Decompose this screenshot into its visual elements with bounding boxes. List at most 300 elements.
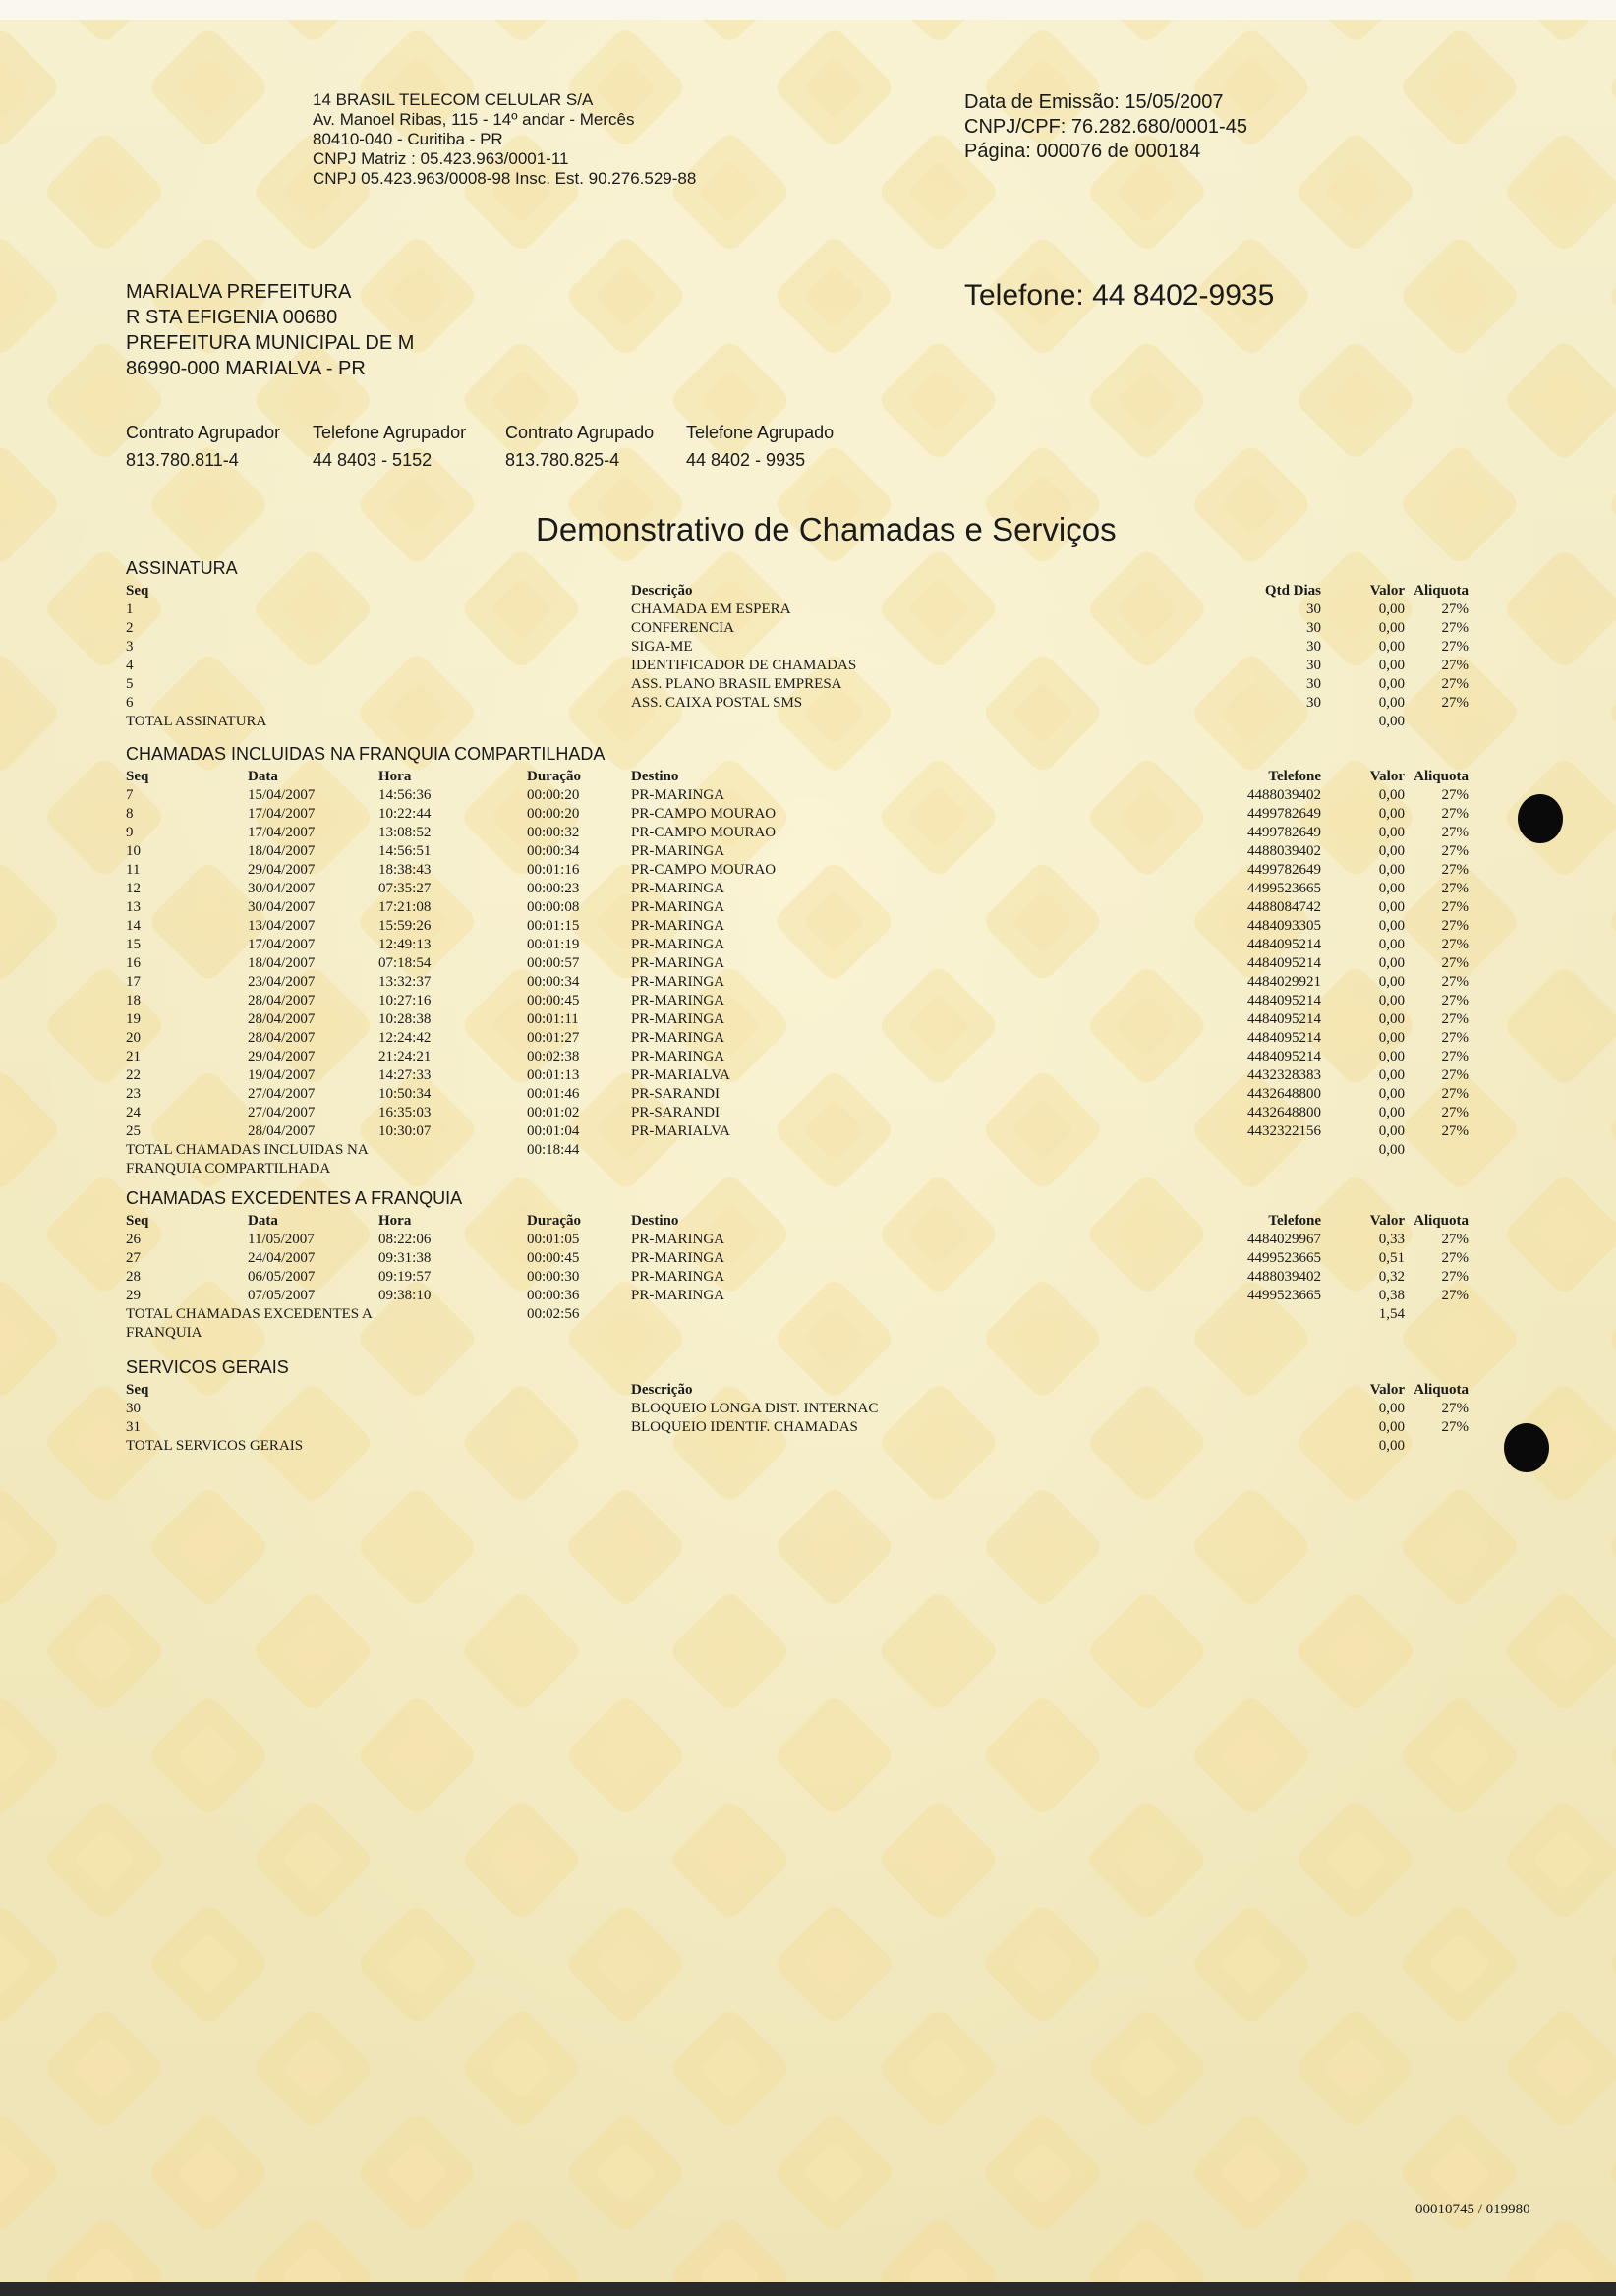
- cell-hora: 10:30:07: [378, 1123, 432, 1139]
- col-seq: Seq: [126, 1213, 149, 1229]
- cell-hora: 08:22:06: [378, 1232, 432, 1247]
- cell-valor: 0,38: [1378, 1288, 1405, 1303]
- cell-aliquota: 27%: [1441, 1011, 1469, 1027]
- cell-seq: 1: [126, 602, 134, 617]
- cell-aliquota: 27%: [1441, 1105, 1469, 1120]
- cell-valor: 0,00: [1378, 1123, 1405, 1139]
- cell-hora: 10:28:38: [378, 1011, 432, 1027]
- cell-valor: 0,00: [1378, 937, 1405, 952]
- col-seq: Seq: [126, 583, 149, 599]
- col-duracao: Duração: [527, 769, 581, 784]
- cell-data: 30/04/2007: [248, 881, 316, 896]
- cell-destino: PR-SARANDI: [631, 1086, 721, 1102]
- cell-valor: 0,00: [1378, 1011, 1405, 1027]
- cell-aliquota: 27%: [1441, 602, 1469, 617]
- cell-qtd: 30: [1306, 602, 1321, 617]
- col-descricao: Descrição: [631, 1382, 693, 1398]
- cell-seq: 26: [126, 1232, 141, 1247]
- cell-valor: 0,00: [1378, 695, 1405, 711]
- cell-hora: 12:24:42: [378, 1030, 432, 1046]
- cell-qtd: 30: [1306, 658, 1321, 673]
- cell-valor: 0,00: [1378, 639, 1405, 655]
- cell-aliquota: 27%: [1441, 658, 1469, 673]
- cell-qtd: 30: [1306, 639, 1321, 655]
- table-row: [126, 861, 1469, 880]
- cell-seq: 28: [126, 1269, 141, 1285]
- cell-data: 27/04/2007: [248, 1105, 316, 1120]
- cell-aliquota: 27%: [1441, 695, 1469, 711]
- cell-hora: 13:08:52: [378, 825, 432, 840]
- cell-aliquota: 27%: [1441, 899, 1469, 915]
- cell-seq: 23: [126, 1086, 141, 1102]
- cell-duracao: 00:02:38: [527, 1049, 580, 1064]
- cell-destino: PR-MARIALVA: [631, 1067, 730, 1083]
- table-row: [126, 1048, 1469, 1066]
- cell-telefone: 4499523665: [1247, 1288, 1321, 1303]
- cell-hora: 13:32:37: [378, 974, 432, 990]
- table-row: [126, 1231, 1469, 1249]
- cell-aliquota: 27%: [1441, 1067, 1469, 1083]
- cell-aliquota: 27%: [1441, 639, 1469, 655]
- cell-valor: 0,51: [1378, 1250, 1405, 1266]
- company-cnpj-matriz: CNPJ Matriz : 05.423.963/0001-11: [313, 149, 569, 168]
- client-block: [126, 279, 414, 381]
- cell-qtd: 30: [1306, 676, 1321, 692]
- cell-telefone: 4499523665: [1247, 1250, 1321, 1266]
- cell-seq: 27: [126, 1250, 141, 1266]
- table-row: [126, 917, 1469, 936]
- table-row: [126, 1400, 1469, 1418]
- contract-label: Telefone Agrupador: [313, 423, 467, 442]
- cell-descricao: ASS. PLANO BRASIL EMPRESA: [631, 676, 842, 692]
- contract-agrupado: [505, 419, 654, 474]
- cell-seq: 2: [126, 620, 134, 636]
- cell-destino: PR-MARIALVA: [631, 1123, 730, 1139]
- client-line3: PREFEITURA MUNICIPAL DE M: [126, 332, 415, 354]
- col-aliquota: Aliquota: [1414, 1213, 1469, 1229]
- cell-destino: PR-MARINGA: [631, 955, 725, 971]
- punch-hole-upper: [1518, 794, 1563, 843]
- cell-destino: PR-MARINGA: [631, 1269, 725, 1285]
- cell-telefone: 4484093305: [1247, 918, 1321, 934]
- col-qtd: Qtd Dias: [1264, 583, 1321, 599]
- cell-telefone: 4499782649: [1247, 862, 1321, 878]
- cell-duracao: 00:00:20: [527, 806, 580, 822]
- cell-valor: 0,00: [1378, 862, 1405, 878]
- cell-aliquota: 27%: [1441, 676, 1469, 692]
- cell-descricao: ASS. CAIXA POSTAL SMS: [631, 695, 803, 711]
- cell-descricao: BLOQUEIO LONGA DIST. INTERNAC: [631, 1401, 879, 1416]
- table-row: [126, 786, 1469, 805]
- col-seq: Seq: [126, 1382, 149, 1398]
- cell-destino: PR-CAMPO MOURAO: [631, 825, 777, 840]
- cell-aliquota: 27%: [1441, 1288, 1469, 1303]
- cell-descricao: IDENTIFICADOR DE CHAMADAS: [631, 658, 857, 673]
- cell-aliquota: 27%: [1441, 806, 1469, 822]
- client-zip-city: 86990-000 MARIALVA - PR: [126, 358, 366, 379]
- cell-hora: 07:18:54: [378, 955, 432, 971]
- emission-date: Data de Emissão: 15/05/2007: [964, 91, 1224, 113]
- cell-seq: 9: [126, 825, 134, 840]
- table-row: [126, 1104, 1469, 1122]
- cell-destino: PR-MARINGA: [631, 1250, 725, 1266]
- cell-duracao: 00:00:23: [527, 881, 580, 896]
- emission-cnpj: CNPJ/CPF: 76.282.680/0001-45: [964, 116, 1247, 138]
- cell-aliquota: 27%: [1441, 993, 1469, 1008]
- cell-data: 19/04/2007: [248, 1067, 316, 1083]
- cell-duracao: 00:01:15: [527, 918, 580, 934]
- cell-data: 30/04/2007: [248, 899, 316, 915]
- cell-destino: PR-CAMPO MOURAO: [631, 806, 777, 822]
- table-row: [126, 880, 1469, 898]
- cell-valor: 0,32: [1378, 1269, 1405, 1285]
- total-row: [126, 1305, 1469, 1324]
- total-row-cont: [126, 1160, 1469, 1178]
- cell-hora: 10:27:16: [378, 993, 432, 1008]
- cell-aliquota: 27%: [1441, 1401, 1469, 1416]
- cell-valor: 0,00: [1378, 658, 1405, 673]
- company-block: [313, 90, 696, 189]
- incluidas-table: [126, 768, 1469, 1178]
- company-address: Av. Manoel Ribas, 115 - 14º andar - Mercês: [313, 110, 635, 129]
- cell-valor: 0,00: [1378, 974, 1405, 990]
- cell-duracao: 00:01:11: [527, 1011, 579, 1027]
- total-valor: 0,00: [1378, 714, 1405, 729]
- cell-valor: 0,00: [1378, 918, 1405, 934]
- section-incluidas: CHAMADAS INCLUIDAS NA FRANQUIA COMPARTILHADA: [126, 744, 606, 764]
- contract-value: 813.780.825-4: [505, 450, 620, 470]
- col-telefone: Telefone: [1268, 769, 1321, 784]
- cell-descricao: SIGA-ME: [631, 639, 693, 655]
- cell-hora: 14:56:51: [378, 843, 432, 859]
- table-row: [126, 1418, 1469, 1437]
- cell-qtd: 30: [1306, 620, 1321, 636]
- cell-destino: PR-MARINGA: [631, 881, 725, 896]
- table-row: [126, 992, 1469, 1010]
- col-valor: Valor: [1369, 1382, 1405, 1398]
- table-row: [126, 824, 1469, 842]
- total-row-cont: [126, 1324, 1469, 1343]
- total-label: TOTAL CHAMADAS EXCEDENTES A: [126, 1306, 373, 1322]
- cell-duracao: 00:00:34: [527, 843, 580, 859]
- cell-valor: 0,00: [1378, 843, 1405, 859]
- table-row: [126, 619, 1469, 638]
- cell-telefone: 4432648800: [1247, 1105, 1321, 1120]
- cell-valor: 0,00: [1378, 899, 1405, 915]
- telefone-header: Telefone: 44 8402-9935: [964, 279, 1275, 312]
- emission-page: Página: 000076 de 000184: [964, 141, 1201, 162]
- cell-valor: 0,00: [1378, 620, 1405, 636]
- cell-hora: 10:50:34: [378, 1086, 432, 1102]
- table-row: [126, 694, 1469, 713]
- table-row: [126, 1249, 1469, 1268]
- cell-aliquota: 27%: [1441, 918, 1469, 934]
- cell-telefone: 4432648800: [1247, 1086, 1321, 1102]
- table-row: [126, 675, 1469, 694]
- cell-valor: 0,00: [1378, 1105, 1405, 1120]
- table-row: [126, 1122, 1469, 1141]
- client-street: R STA EFIGENIA 00680: [126, 307, 338, 328]
- total-valor: 0,00: [1378, 1142, 1405, 1158]
- cell-data: 28/04/2007: [248, 993, 316, 1008]
- col-hora: Hora: [378, 769, 412, 784]
- cell-seq: 7: [126, 787, 134, 803]
- cell-aliquota: 27%: [1441, 1269, 1469, 1285]
- cell-duracao: 00:01:02: [527, 1105, 580, 1120]
- total-valor: 0,00: [1378, 1438, 1405, 1454]
- cell-valor: 0,00: [1378, 1401, 1405, 1416]
- cell-seq: 24: [126, 1105, 141, 1120]
- cell-duracao: 00:01:46: [527, 1086, 580, 1102]
- company-name: 14 BRASIL TELECOM CELULAR S/A: [313, 90, 594, 109]
- cell-aliquota: 27%: [1441, 1419, 1469, 1435]
- cell-data: 28/04/2007: [248, 1030, 316, 1046]
- cell-telefone: 4488039402: [1247, 1269, 1321, 1285]
- cell-seq: 5: [126, 676, 134, 692]
- cell-seq: 6: [126, 695, 134, 711]
- punch-hole-lower: [1504, 1423, 1549, 1472]
- cell-data: 15/04/2007: [248, 787, 316, 803]
- cell-valor: 0,00: [1378, 1067, 1405, 1083]
- cell-data: 18/04/2007: [248, 843, 316, 859]
- cell-descricao: BLOQUEIO IDENTIF. CHAMADAS: [631, 1419, 858, 1435]
- cell-telefone: 4484095214: [1247, 1011, 1321, 1027]
- cell-telefone: 4484029921: [1247, 974, 1321, 990]
- cell-duracao: 00:00:08: [527, 899, 580, 915]
- table-header: [126, 768, 1469, 786]
- telefone-agrupado: [686, 419, 834, 474]
- cell-duracao: 00:00:20: [527, 787, 580, 803]
- cell-valor: 0,00: [1378, 1049, 1405, 1064]
- cell-hora: 07:35:27: [378, 881, 432, 896]
- cell-data: 18/04/2007: [248, 955, 316, 971]
- cell-telefone: 4484095214: [1247, 937, 1321, 952]
- cell-data: 23/04/2007: [248, 974, 316, 990]
- col-valor: Valor: [1369, 583, 1405, 599]
- cell-duracao: 00:01:16: [527, 862, 580, 878]
- cell-seq: 16: [126, 955, 141, 971]
- table-row: [126, 1010, 1469, 1029]
- cell-valor: 0,00: [1378, 1419, 1405, 1435]
- cell-hora: 15:59:26: [378, 918, 432, 934]
- cell-destino: PR-MARINGA: [631, 843, 725, 859]
- table-header: [126, 582, 1469, 601]
- total-label-cont: FRANQUIA: [126, 1325, 202, 1341]
- cell-destino: PR-MARINGA: [631, 899, 725, 915]
- contract-label: Contrato Agrupado: [505, 423, 655, 442]
- cell-destino: PR-MARINGA: [631, 1232, 725, 1247]
- cell-telefone: 4484095214: [1247, 955, 1321, 971]
- total-row: [126, 1437, 1469, 1456]
- table-row: [126, 601, 1469, 619]
- cell-telefone: 4432328383: [1247, 1067, 1321, 1083]
- table-row: [126, 1268, 1469, 1287]
- cell-seq: 14: [126, 918, 141, 934]
- cell-hora: 10:22:44: [378, 806, 432, 822]
- cell-data: 11/05/2007: [248, 1232, 315, 1247]
- cell-telefone: 4499523665: [1247, 881, 1321, 896]
- company-cnpj-insc: CNPJ 05.423.963/0008-98 Insc. Est. 90.276.529-88: [313, 169, 697, 188]
- table-row: [126, 1085, 1469, 1104]
- cell-seq: 20: [126, 1030, 141, 1046]
- cell-destino: PR-SARANDI: [631, 1105, 721, 1120]
- cell-duracao: 00:01:05: [527, 1232, 580, 1247]
- cell-seq: 15: [126, 937, 141, 952]
- cell-aliquota: 27%: [1441, 1030, 1469, 1046]
- cell-aliquota: 27%: [1441, 620, 1469, 636]
- contract-label: Contrato Agrupador: [126, 423, 281, 442]
- cell-valor: 0,00: [1378, 881, 1405, 896]
- cell-aliquota: 27%: [1441, 881, 1469, 896]
- col-duracao: Duração: [527, 1213, 581, 1229]
- cell-destino: PR-MARINGA: [631, 974, 725, 990]
- cell-aliquota: 27%: [1441, 787, 1469, 803]
- col-destino: Destino: [631, 1213, 679, 1229]
- cell-telefone: 4488084742: [1247, 899, 1321, 915]
- cell-duracao: 00:00:45: [527, 1250, 580, 1266]
- col-telefone: Telefone: [1268, 1213, 1321, 1229]
- cell-seq: 29: [126, 1288, 141, 1303]
- cell-valor: 0,00: [1378, 602, 1405, 617]
- page-title: Demonstrativo de Chamadas e Serviços: [536, 511, 1117, 547]
- cell-destino: PR-MARINGA: [631, 918, 725, 934]
- cell-destino: PR-MARINGA: [631, 1011, 725, 1027]
- cell-duracao: 00:00:34: [527, 974, 580, 990]
- total-label-cont: FRANQUIA COMPARTILHADA: [126, 1161, 331, 1177]
- cell-hora: 14:56:36: [378, 787, 432, 803]
- table-row: [126, 973, 1469, 992]
- cell-destino: PR-CAMPO MOURAO: [631, 862, 777, 878]
- table-header: [126, 1212, 1469, 1231]
- cell-destino: PR-MARINGA: [631, 993, 725, 1008]
- assinatura-table: [126, 582, 1469, 731]
- incluidas-rows: [126, 786, 1469, 1141]
- cell-valor: 0,33: [1378, 1232, 1405, 1247]
- cell-hora: 09:38:10: [378, 1288, 432, 1303]
- emission-block: [964, 90, 1247, 164]
- contract-value: 44 8403 - 5152: [313, 450, 433, 470]
- table-header: [126, 1381, 1469, 1400]
- cell-data: 29/04/2007: [248, 862, 316, 878]
- cell-duracao: 00:00:32: [527, 825, 580, 840]
- col-valor: Valor: [1369, 1213, 1405, 1229]
- company-city: 80410-040 - Curitiba - PR: [313, 130, 503, 148]
- cell-aliquota: 27%: [1441, 1123, 1469, 1139]
- cell-seq: 12: [126, 881, 141, 896]
- cell-aliquota: 27%: [1441, 862, 1469, 878]
- table-row: [126, 1029, 1469, 1048]
- cell-duracao: 00:01:19: [527, 937, 580, 952]
- col-descricao: Descrição: [631, 583, 693, 599]
- cell-aliquota: 27%: [1441, 955, 1469, 971]
- cell-data: 28/04/2007: [248, 1123, 316, 1139]
- total-valor: 1,54: [1378, 1306, 1405, 1322]
- cell-seq: 3: [126, 639, 134, 655]
- cell-aliquota: 27%: [1441, 974, 1469, 990]
- cell-hora: 18:38:43: [378, 862, 432, 878]
- cell-telefone: 4484095214: [1247, 993, 1321, 1008]
- total-label: TOTAL CHAMADAS INCLUIDAS NA: [126, 1142, 369, 1158]
- total-row: [126, 713, 1469, 731]
- cell-seq: 31: [126, 1419, 141, 1435]
- footer-code: 00010745 / 019980: [1415, 2202, 1530, 2217]
- cell-valor: 0,00: [1378, 955, 1405, 971]
- cell-data: 17/04/2007: [248, 937, 316, 952]
- cell-duracao: 00:00:36: [527, 1288, 580, 1303]
- cell-seq: 19: [126, 1011, 141, 1027]
- servicos-table: [126, 1381, 1469, 1456]
- cell-valor: 0,00: [1378, 1086, 1405, 1102]
- cell-valor: 0,00: [1378, 993, 1405, 1008]
- contract-value: 813.780.811-4: [126, 450, 239, 470]
- cell-descricao: CHAMADA EM ESPERA: [631, 602, 791, 617]
- cell-seq: 17: [126, 974, 141, 990]
- cell-aliquota: 27%: [1441, 1086, 1469, 1102]
- cell-valor: 0,00: [1378, 1030, 1405, 1046]
- cell-seq: 4: [126, 658, 134, 673]
- cell-destino: PR-MARINGA: [631, 1288, 725, 1303]
- col-aliquota: Aliquota: [1414, 1382, 1469, 1398]
- cell-duracao: 00:01:13: [527, 1067, 580, 1083]
- cell-seq: 13: [126, 899, 141, 915]
- table-row: [126, 842, 1469, 861]
- table-row: [126, 1287, 1469, 1305]
- cell-aliquota: 27%: [1441, 843, 1469, 859]
- cell-data: 07/05/2007: [248, 1288, 316, 1303]
- table-row: [126, 936, 1469, 954]
- cell-telefone: 4484029967: [1247, 1232, 1321, 1247]
- scan-bottom-edge: [0, 2282, 1616, 2296]
- cell-telefone: 4488039402: [1247, 843, 1321, 859]
- cell-valor: 0,00: [1378, 806, 1405, 822]
- cell-destino: PR-MARINGA: [631, 1030, 725, 1046]
- cell-aliquota: 27%: [1441, 825, 1469, 840]
- section-servicos: SERVICOS GERAIS: [126, 1357, 289, 1377]
- cell-telefone: 4499782649: [1247, 825, 1321, 840]
- cell-data: 28/04/2007: [248, 1011, 316, 1027]
- cell-descricao: CONFERENCIA: [631, 620, 735, 636]
- total-label: TOTAL ASSINATURA: [126, 714, 267, 729]
- cell-valor: 0,00: [1378, 676, 1405, 692]
- cell-destino: PR-MARINGA: [631, 1049, 725, 1064]
- contract-label: Telefone Agrupado: [686, 423, 835, 442]
- cell-telefone: 4432322156: [1247, 1123, 1321, 1139]
- cell-duracao: 00:01:27: [527, 1030, 580, 1046]
- cell-data: 17/04/2007: [248, 825, 316, 840]
- cell-seq: 10: [126, 843, 141, 859]
- cell-duracao: 00:00:57: [527, 955, 580, 971]
- table-row: [126, 657, 1469, 675]
- cell-telefone: 4499782649: [1247, 806, 1321, 822]
- cell-hora: 09:19:57: [378, 1269, 432, 1285]
- col-aliquota: Aliquota: [1414, 769, 1469, 784]
- cell-hora: 12:49:13: [378, 937, 432, 952]
- total-duracao: 00:02:56: [527, 1306, 580, 1322]
- col-valor: Valor: [1369, 769, 1405, 784]
- cell-data: 17/04/2007: [248, 806, 316, 822]
- cell-duracao: 00:00:30: [527, 1269, 580, 1285]
- cell-telefone: 4488039402: [1247, 787, 1321, 803]
- cell-aliquota: 27%: [1441, 1232, 1469, 1247]
- col-data: Data: [248, 769, 278, 784]
- cell-data: 27/04/2007: [248, 1086, 316, 1102]
- cell-aliquota: 27%: [1441, 1049, 1469, 1064]
- cell-hora: 09:31:38: [378, 1250, 432, 1266]
- cell-destino: PR-MARINGA: [631, 937, 725, 952]
- cell-aliquota: 27%: [1441, 1250, 1469, 1266]
- cell-data: 06/05/2007: [248, 1269, 316, 1285]
- contract-value: 44 8402 - 9935: [686, 450, 806, 470]
